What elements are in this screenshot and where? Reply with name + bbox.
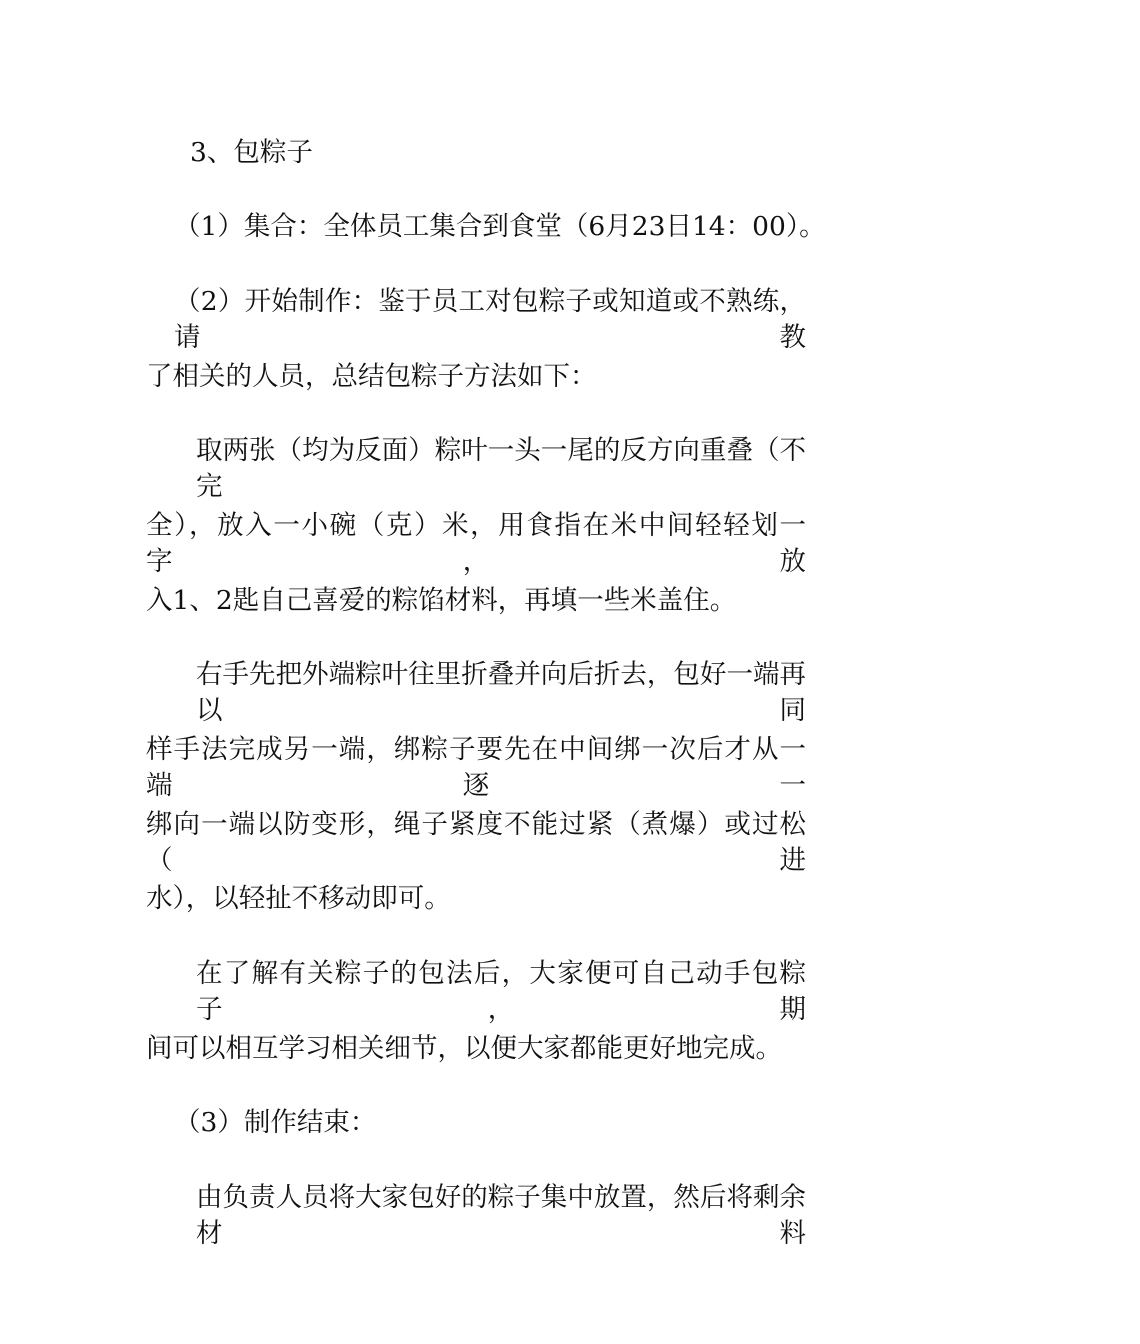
paragraph-line: 入1、2匙自己喜爱的粽馅材料，再填一些米盖住。: [146, 585, 737, 616]
paragraph-line: 间可以相互学习相关细节，以便大家都能更好地完成。: [146, 1033, 782, 1064]
paragraph-line: 样手法完成另一端，绑粽子要先在中间绑一次后才从一端逐一: [146, 734, 806, 801]
paragraph-line: 全），放入一小碗（克）米，用食指在米中间轻轻划一字，放: [146, 510, 806, 577]
paragraph-line: 由负责人员将大家包好的粽子集中放置，然后将剩余材料: [196, 1182, 806, 1249]
subsection-heading: （3）制作结束：: [174, 1107, 377, 1138]
paragraph-line: 绑向一端以防变形，绳子紧度不能过紧（煮爆）或过松（进: [146, 809, 806, 876]
section-heading: 3、包粽子: [190, 137, 313, 168]
paragraph-line: 在了解有关粽子的包法后，大家便可自己动手包粽子，期: [196, 958, 806, 1025]
paragraph-line: （2）开始制作：鉴于员工对包粽子或知道或不熟练，请教: [174, 286, 806, 353]
paragraph-line: （1）集合：全体员工集合到食堂（6月23日14：00）。: [174, 211, 826, 242]
paragraph-line: 右手先把外端粽叶往里折叠并向后折去，包好一端再以同: [196, 659, 806, 726]
paragraph-line: 了相关的人员，总结包粽子方法如下：: [146, 361, 597, 392]
paragraph-line: 取两张（均为反面）粽叶一头一尾的反方向重叠（不完: [196, 435, 806, 502]
paragraph-line: 水），以轻扯不移动即可。: [146, 883, 451, 914]
